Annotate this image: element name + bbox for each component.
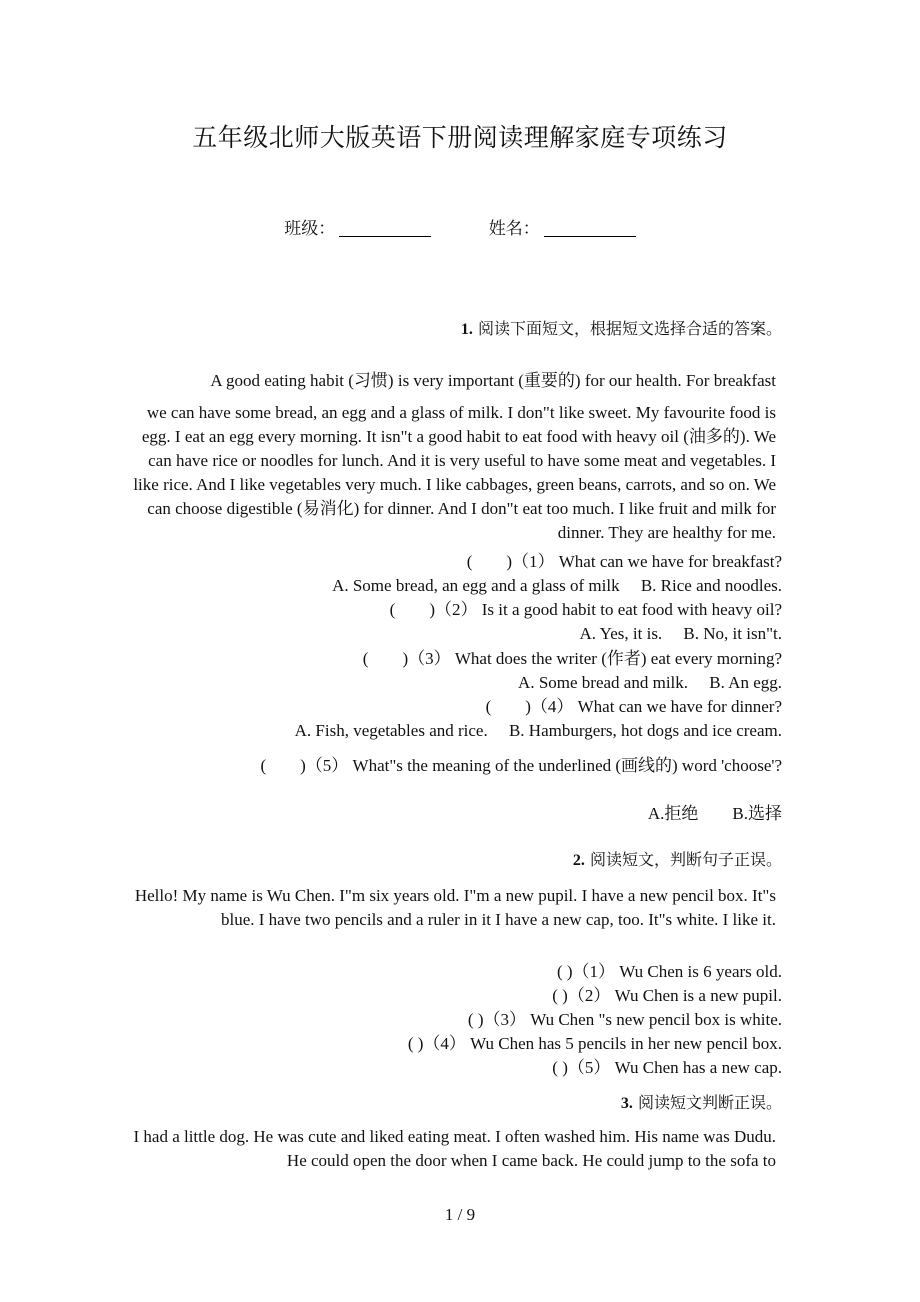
question-2-4[interactable]: ( )（4） Wu Chen has 5 pencils in her new pencil box. xyxy=(407,1034,782,1053)
question-1-3-options: A. Some bread and milk. B. An egg. xyxy=(518,673,782,692)
name-label: 姓名： xyxy=(488,219,540,239)
section-2-title: 阅读短文，判断句子正误。 xyxy=(589,850,782,869)
name-blank[interactable] xyxy=(544,218,636,237)
question-1-4[interactable]: ( )（4） What can we have for dinner? xyxy=(485,697,782,716)
student-info xyxy=(0,214,920,239)
question-1-5[interactable]: ( )（5） What"s the meaning of the underlined (画线的) word 'choose'? xyxy=(260,756,782,775)
question-1-3[interactable]: ( )（3） What does the writer (作者) eat every morning? xyxy=(362,649,782,668)
section-3-header xyxy=(621,1090,782,1113)
question-2-2[interactable]: ( )（2） Wu Chen is a new pupil. xyxy=(552,986,782,1005)
question-2-5[interactable]: ( )（5） Wu Chen has a new cap. xyxy=(552,1058,782,1077)
section-3-number: 3. xyxy=(620,1095,633,1112)
section-1-first-line: A good eating habit (习惯) is very important (重要的) for our health. For breakfast xyxy=(210,371,776,390)
class-label: 班级： xyxy=(284,219,336,239)
class-blank[interactable] xyxy=(339,218,431,237)
section-2-header xyxy=(573,847,782,870)
section-2-number: 2. xyxy=(572,852,585,869)
question-1-2[interactable]: ( )（2） Is it a good habit to eat food with heavy oil? xyxy=(389,600,782,619)
document-title: 五年级北师大版英语下册阅读理解家庭专项练习 xyxy=(192,123,728,152)
section-1-header xyxy=(461,316,782,339)
question-1-4-options: A. Fish, vegetables and rice. B. Hamburgers, hot dogs and ice cream. xyxy=(294,721,782,740)
section-3-title: 阅读短文判断正误。 xyxy=(637,1093,782,1112)
question-1-1-options: A. Some bread, an egg and a glass of milk B. Rice and noodles. xyxy=(332,576,782,595)
question-1-1[interactable]: ( )（1） What can we have for breakfast? xyxy=(466,552,782,571)
page-number: 1 / 9 xyxy=(444,1205,476,1224)
section-3-passage: I had a little dog. He was cute and liked eating meat. I often washed him. His name was Dudu. He could open the door when I came back. He could jump to the sofa to xyxy=(133,1127,776,1170)
question-2-1[interactable]: ( )（1） Wu Chen is 6 years old. xyxy=(556,962,782,981)
question-1-5-options: A.拒绝 B.选择 xyxy=(647,804,782,823)
question-2-3[interactable]: ( )（3） Wu Chen "s new pencil box is white. xyxy=(467,1010,782,1029)
section-2-passage: Hello! My name is Wu Chen. I"m six years old. I"m a new pupil. I have a new pencil box. It"s blue. I have two pencils and a ruler in it I have a new cap, too. It"s white. I like it. xyxy=(134,886,776,929)
name-field[interactable] xyxy=(489,214,636,239)
section-1-passage: we can have some bread, an egg and a glass of milk. I don"t like sweet. My favourite food is egg. I eat an egg every morning. It isn"t a good habit to eat food with heavy oil (油多的). We can have rice or noodles for lunch. And it is very useful to have some meat and vegetables. I like rice. And I like vegetables very much. I like cabbages, green beans, carrots, and so on. We can choose digestible (易消化) for dinner. And I don"t eat too much. I like fruit and milk for dinner. They are healthy for me. xyxy=(133,403,776,542)
question-1-2-options: A. Yes, it is. B. No, it isn"t. xyxy=(579,624,782,643)
section-1-title: 阅读下面短文，根据短文选择合适的答案。 xyxy=(477,319,782,338)
class-field[interactable] xyxy=(284,214,431,239)
section-1-number: 1. xyxy=(460,321,473,338)
